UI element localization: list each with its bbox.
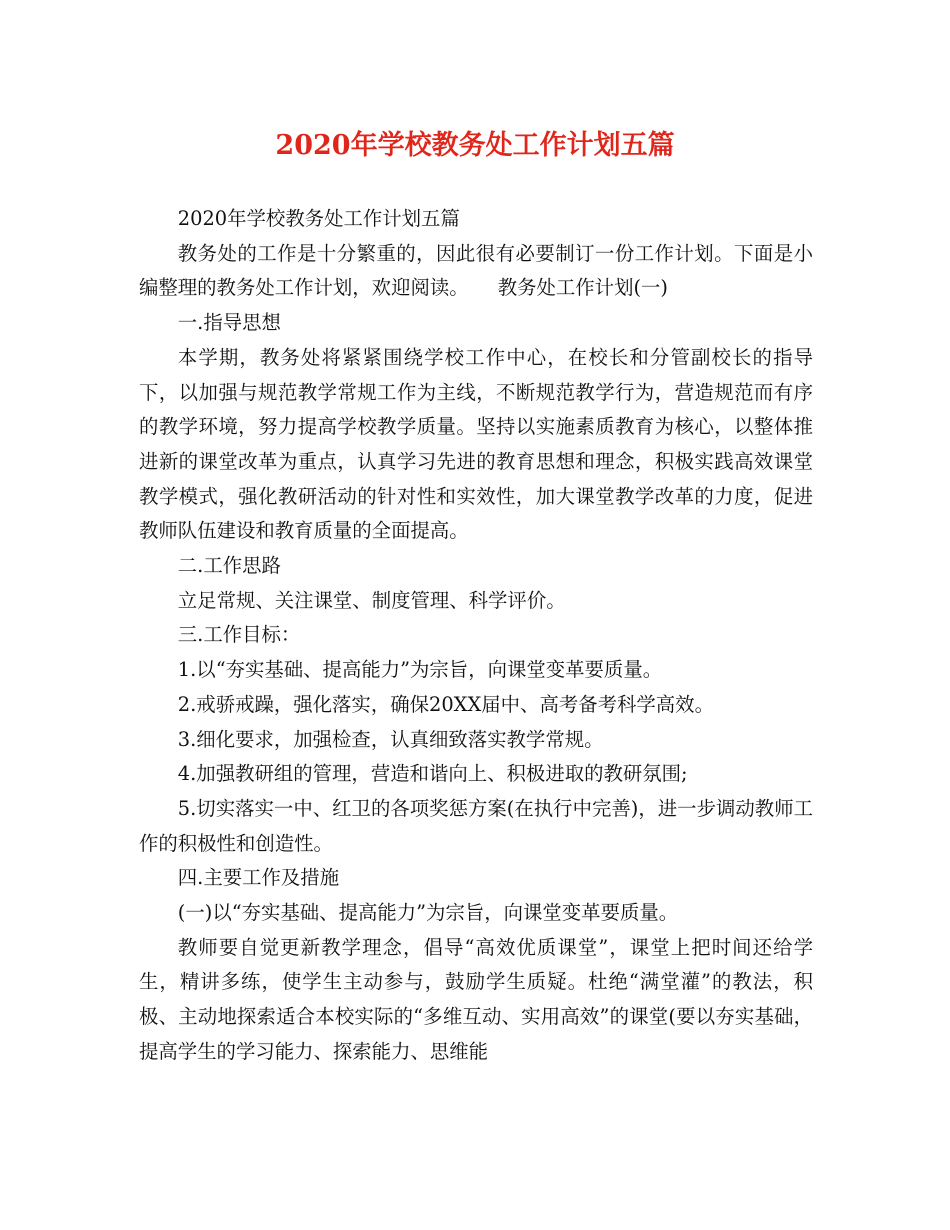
section-heading-main-work: 四.主要工作及措施	[177, 866, 340, 890]
goal-item-3: 3.细化要求，加强检查，认真细致落实教学常规。	[177, 727, 604, 751]
paragraph-work-approach: 立足常规、关注课堂、制度管理、科学评价。	[177, 588, 566, 612]
goal-item-4: 4.加强教研组的管理，营造和谐向上、积极进取的教研氛围;	[177, 762, 688, 786]
goal-item-2: 2.戒骄戒躁，强化落实，确保20XX届中、高考备考科学高效。	[177, 692, 714, 716]
paragraph-guiding-thought: 本学期，教务处将紧紧围绕学校工作中心，在校长和分管副校长的指导下，以加强与规范教学常规工作为主线，不断规范教学行为，营造规范而有序的教学环境，努力提高学校教学质量。坚持以实施素质教育为核心，以整体推进新的课堂改革为重点，认真学习先进的教育思想和理念，积极实践高效课堂教学模式，强化教研活动的针对性和实效性，加大课堂教学改革的力度，促进教师队伍建设和教育质量的全面提高。	[139, 345, 813, 543]
paragraph-heading-repeat: 2020年学校教务处工作计划五篇	[177, 207, 460, 230]
subsection-heading-1: (一)以“夯实基础、提高能力”为宗旨，向课堂变革要质量。	[177, 901, 679, 925]
paragraph-intro: 教务处的工作是十分繁重的，因此很有必要制订一份工作计划。下面是小编整理的教务处工作计划，欢迎阅读。 教务处工作计划(一)	[139, 241, 813, 300]
document-body	[139, 202, 813, 1070]
section-heading-guiding-thought: 一.指导思想	[177, 311, 281, 335]
paragraph-classroom-reform: 教师要自觉更新教学理念，倡导“高效优质课堂”，课堂上把时间还给学生，精讲多练，使学生主动参与，鼓励学生质疑。杜绝“满堂灌”的教法，积极、主动地探索适合本校实际的“多维互动、实用高效”的课堂(要以夯实基础，提高学生的学习能力、探索能力、思维能	[139, 935, 813, 1063]
section-heading-work-approach: 二.工作思路	[177, 554, 281, 578]
section-heading-work-goals: 三.工作目标：	[177, 623, 301, 647]
goal-item-1: 1.以“夯实基础、提高能力”为宗旨，向课堂变革要质量。	[177, 658, 663, 682]
goal-item-5: 5.切实落实一中、红卫的各项奖惩方案(在执行中完善)，进一步调动教师工作的积极性和创造性。	[139, 796, 813, 855]
document-title: 2020年学校教务处工作计划五篇	[275, 130, 675, 161]
